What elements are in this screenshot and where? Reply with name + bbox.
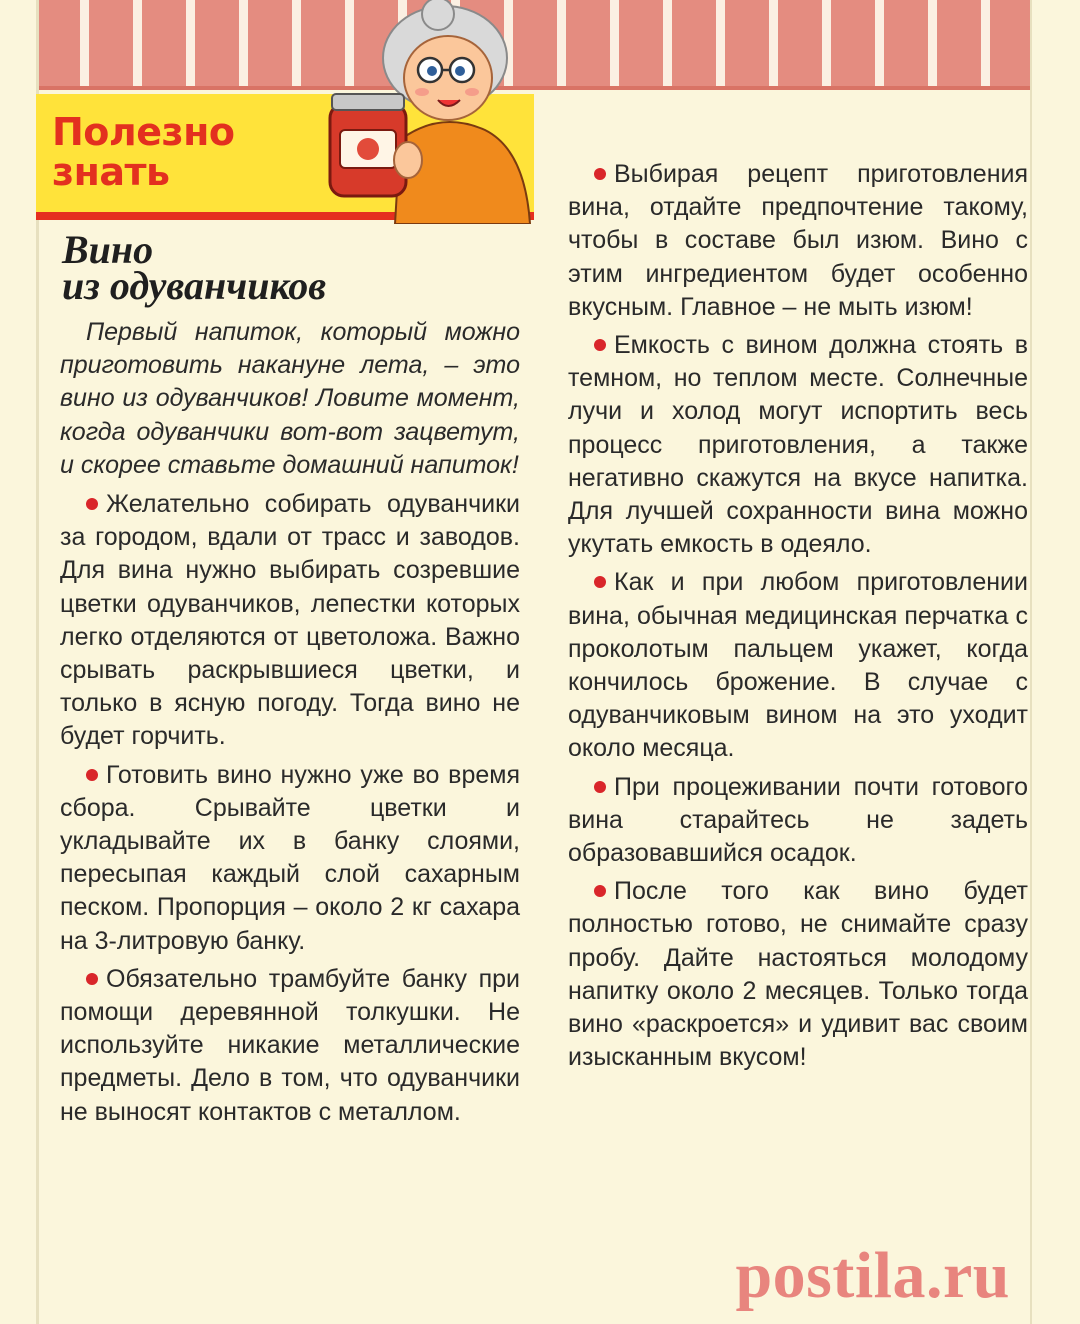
tip-paragraph — [60, 963, 520, 1129]
tip-paragraph — [568, 771, 1028, 871]
tip-paragraph — [568, 566, 1028, 765]
banner-title — [52, 112, 234, 192]
article-title-line2: из одуванчиков — [62, 263, 327, 308]
bullet-dot-icon — [594, 576, 606, 588]
bullet-dot-icon — [594, 781, 606, 793]
tip-text: Обязательно трамбуйте банку при помощи деревянной толкушки. Не используйте никакие металлические предметы. Дело в том, что одуванчики не выносят контактов с металлом. — [60, 964, 520, 1126]
grandmother-with-jar-illustration — [310, 0, 540, 224]
bullet-dot-icon — [86, 769, 98, 781]
tip-text: Емкость с вином должна стоять в темном, но теплом месте. Солнечные лучи и холод могут испортить весь процесс приготовления, а также негативно скажутся на вкусе напитка. Для лучшей сохранности вина можно укутать емкость в одеяло. — [568, 331, 1028, 559]
article-lead: Первый напиток, который можно приготовить накануне лета, – это вино из одуванчиков! Ловите момент, когда одуванчики вот-вот зацветут, и скорее ставьте домашний напиток! — [60, 318, 520, 479]
article-title-line1: Вино — [62, 227, 154, 272]
bullet-dot-icon — [86, 498, 98, 510]
tip-text: После того как вино будет полностью готово, не снимайте сразу пробу. Дайте настояться молодому напитку около 2 месяцев. Только тогда вино «раскроется» и удивит вас своим изысканным вкусом! — [568, 877, 1028, 1072]
tip-text: При процеживании почти готового вина старайтесь не задеть образовавшийся осадок. — [568, 772, 1028, 868]
tip-paragraph — [568, 875, 1028, 1074]
banner-title-line2: знать — [52, 150, 170, 194]
tip-text: Как и при любом приготовлении вина, обычная медицинская перчатка с проколотым пальцем укажет, когда кончилось брожение. В случае с одуванчиковым вином на это уходит около месяца. — [568, 568, 1028, 763]
bullet-dot-icon — [86, 973, 98, 985]
banner-title-line1: Полезно — [52, 110, 235, 154]
article-title — [62, 227, 522, 308]
tip-text: Готовить вино нужно уже во время сбора. Срывайте цветки и укладывайте их в банку слоями, пересыпая каждый слой сахарным песком. Пропорция – около 2 кг сахара на 3-литровую банку. — [60, 760, 520, 955]
bullet-dot-icon — [594, 885, 606, 897]
page-border-right — [1030, 0, 1032, 1324]
bullet-dot-icon — [594, 168, 606, 180]
right-column — [568, 158, 1028, 1079]
tip-paragraph — [60, 488, 520, 754]
tip-text: Желательно собирать одуванчики за городом, вдали от трасс и заводов. Для вина нужно выбирать созревшие цветки одуванчиков, лепестки которых легко отделяются от цветоложа. Важно срывать раскрывшиеся цветки, и только в ясную погоду. Тогда вино не будет горчить. — [60, 490, 520, 751]
bullet-dot-icon — [594, 339, 606, 351]
tip-paragraph — [568, 329, 1028, 561]
tip-paragraph — [60, 759, 520, 958]
tip-paragraph — [568, 158, 1028, 324]
left-column — [60, 316, 520, 1134]
tip-text: Выбирая рецепт приготовления вина, отдайте предпочтение такому, чтобы в составе был изюм. Вино с этим ингредиентом будет особенно вкусным. Главное – не мыть изюм! — [568, 160, 1028, 321]
site-watermark: postila.ru — [735, 1239, 1010, 1312]
